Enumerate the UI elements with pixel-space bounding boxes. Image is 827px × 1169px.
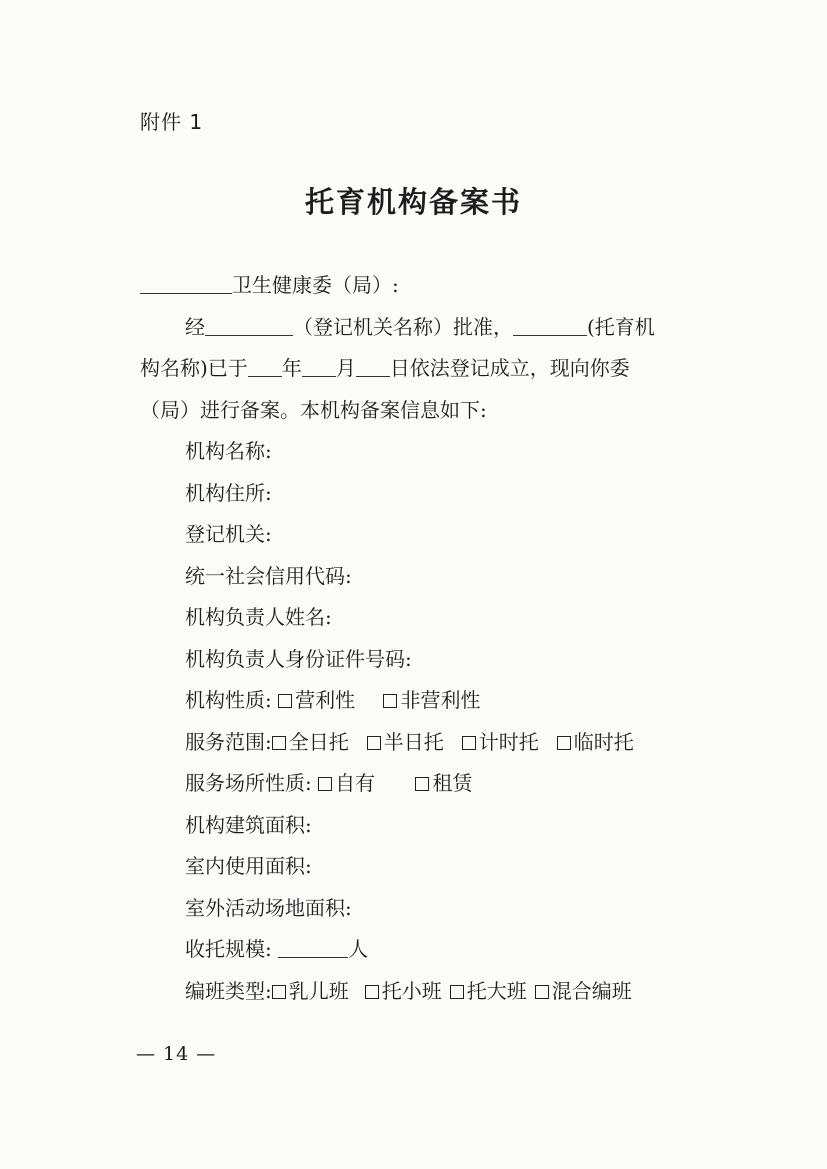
field-service-scope xyxy=(140,722,720,764)
intro-prefix: 经 xyxy=(185,314,205,339)
field-leader-id-number: 机构负责人身份证件号码: xyxy=(185,646,412,671)
form-body xyxy=(140,265,720,1012)
checkbox[interactable] xyxy=(415,777,429,791)
day-blank[interactable] xyxy=(356,354,390,377)
addressee-suffix: 卫生健康委（局）: xyxy=(232,273,399,297)
service-option-full-day[interactable]: 全日托 xyxy=(272,722,349,764)
class-option-small[interactable]: 托小班 xyxy=(365,971,442,1013)
field-indoor-area: 室内使用面积: xyxy=(185,854,312,878)
checkbox[interactable] xyxy=(272,736,286,750)
registration-authority-blank[interactable] xyxy=(205,313,293,336)
class-option-infant[interactable]: 乳儿班 xyxy=(272,971,349,1013)
checkbox[interactable] xyxy=(278,694,292,708)
nature-label: 机构性质: xyxy=(185,688,272,712)
addressee-line xyxy=(140,265,720,307)
intro-line-1 xyxy=(140,307,720,349)
field-building-area: 机构建筑面积: xyxy=(185,812,312,837)
premises-nature-label: 服务场所性质: xyxy=(185,771,312,795)
service-option-hourly[interactable]: 计时托 xyxy=(462,722,539,764)
page-number: — 14 — xyxy=(136,1043,217,1065)
field-outdoor-area: 室外活动场地面积: xyxy=(185,895,352,920)
field-institution-name: 机构名称: xyxy=(185,439,272,463)
intro-line2-part1: 构名称)已于 xyxy=(140,356,248,380)
checkbox[interactable] xyxy=(557,736,571,750)
class-type-label: 编班类型: xyxy=(185,978,272,1003)
checkbox[interactable] xyxy=(365,985,379,999)
field-nature xyxy=(140,680,720,722)
year-label: 年 xyxy=(281,356,302,380)
intro-line-2 xyxy=(140,348,720,390)
checkbox[interactable] xyxy=(462,736,476,750)
nature-option-profit[interactable]: 营利性 xyxy=(278,680,355,722)
checkbox[interactable] xyxy=(535,985,549,999)
capacity-blank[interactable] xyxy=(278,935,348,958)
capacity-label: 收托规模: xyxy=(185,937,272,961)
checkbox[interactable] xyxy=(367,736,381,750)
field-credit-code: 统一社会信用代码: xyxy=(185,563,352,588)
registration-authority-note: （登记机关名称）批准， xyxy=(293,314,513,339)
field-class-type xyxy=(140,971,720,1013)
checkbox[interactable] xyxy=(272,985,286,999)
institution-name-note: (托育机 xyxy=(587,314,655,339)
service-scope-label: 服务范围: xyxy=(185,729,272,754)
premises-option-leased[interactable]: 租赁 xyxy=(415,763,472,805)
checkbox[interactable] xyxy=(318,777,332,791)
class-option-mixed[interactable]: 混合编班 xyxy=(535,971,632,1013)
premises-option-owned[interactable]: 自有 xyxy=(318,763,375,805)
service-option-half-day[interactable]: 半日托 xyxy=(367,722,444,764)
service-option-temporary[interactable]: 临时托 xyxy=(557,722,634,764)
attachment-label: 附件 1 xyxy=(140,110,204,134)
field-capacity xyxy=(140,929,720,971)
class-option-large[interactable]: 托大班 xyxy=(450,971,527,1013)
field-registration-authority: 登记机关: xyxy=(185,522,272,546)
year-blank[interactable] xyxy=(248,354,282,377)
intro-line2-part2: 日依法登记成立，现向你委 xyxy=(389,356,630,380)
checkbox[interactable] xyxy=(383,694,397,708)
month-label: 月 xyxy=(335,356,356,380)
capacity-unit: 人 xyxy=(348,937,369,961)
field-premises-nature xyxy=(140,763,720,805)
field-leader-name: 机构负责人姓名: xyxy=(185,605,332,629)
document-title: 托育机构备案书 xyxy=(304,185,522,219)
addressee-blank[interactable] xyxy=(140,271,232,294)
institution-name-blank[interactable] xyxy=(513,313,587,336)
checkbox[interactable] xyxy=(450,985,464,999)
field-institution-address: 机构住所: xyxy=(185,480,272,505)
month-blank[interactable] xyxy=(302,354,336,377)
intro-line-3: （局）进行备案。本机构备案信息如下: xyxy=(140,397,487,422)
nature-option-nonprofit[interactable]: 非营利性 xyxy=(383,680,480,722)
